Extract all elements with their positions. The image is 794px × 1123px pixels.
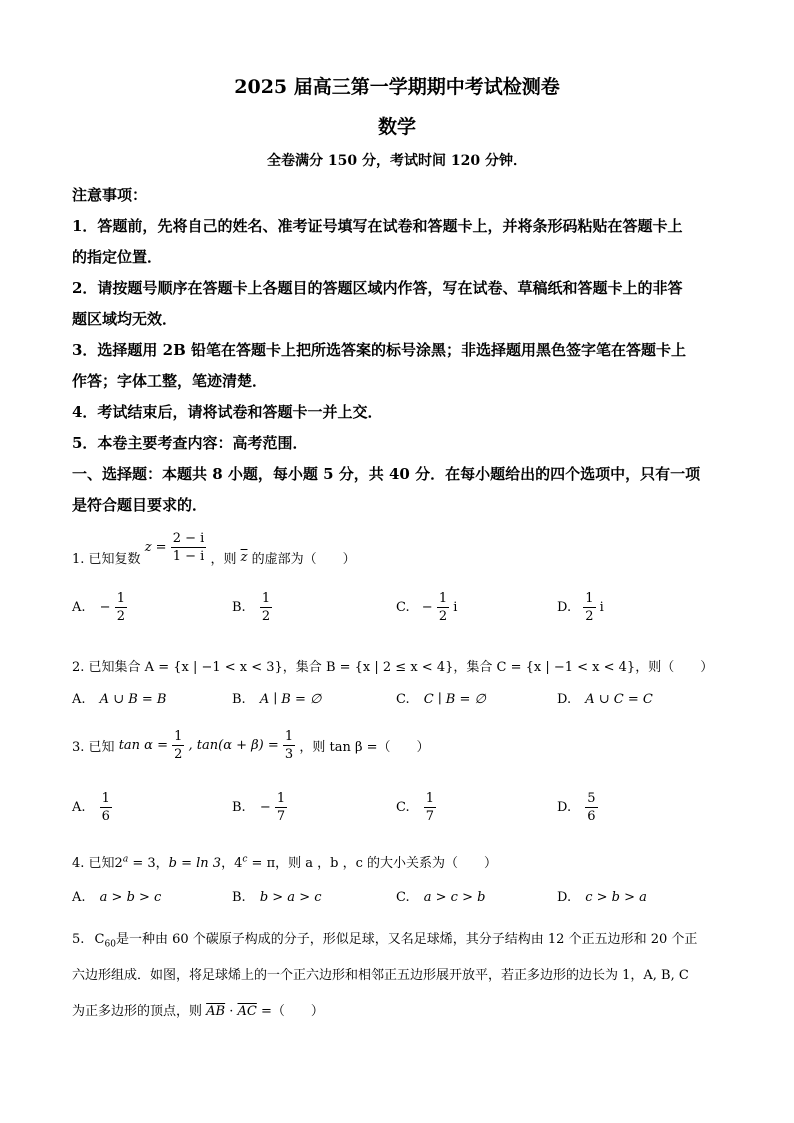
q3-tan-alpha: tan α =	[118, 738, 168, 753]
q3-option-c-label: C.	[396, 800, 410, 815]
q3-mid: , tan(α + β) =	[188, 738, 279, 753]
q1-option-b-label: B.	[232, 600, 246, 615]
q4-option-a-expr: a > b > c	[99, 890, 162, 905]
q2-option-a-label: A.	[72, 692, 86, 707]
q4-e1-base: 2	[114, 856, 123, 871]
question-5-line2: 六边形组成．如图，将足球烯上的一个正六边形和相邻正五边形展开放平，若正多边形的边长为 1，A, B, C	[72, 968, 689, 983]
note-2-line1: 2．请按题号顺序在答题卡上各题目的答题区域内作答，写在试卷、草稿纸和答题卡上的非答	[72, 279, 683, 297]
q2-option-c-label: C.	[396, 692, 410, 707]
q3-option-b[interactable]	[232, 792, 287, 823]
q4-option-c-expr: a > c > b	[423, 890, 486, 905]
q3-f2-num: 1	[284, 729, 294, 744]
q5-c60-sub: 60	[104, 939, 116, 950]
q2-option-c[interactable]	[396, 692, 486, 707]
q1-option-d-tail: i	[599, 600, 604, 615]
q4-e1-rest: = 3	[128, 856, 156, 871]
q1-option-c-label: C.	[396, 600, 410, 615]
q5-vector-ac: $\overline{AC}$	[237, 1004, 257, 1019]
q3-option-b-num: 1	[276, 791, 286, 806]
q1-option-a-sign: −	[99, 600, 111, 615]
q3-option-c-fraction	[424, 792, 436, 823]
q5-dot: ·	[225, 1004, 238, 1019]
q1-option-a-den: 2	[116, 609, 125, 624]
question-5-line3	[72, 1000, 324, 1019]
q3-option-c[interactable]	[396, 792, 436, 823]
q3-option-b-label: B.	[232, 800, 246, 815]
question-1	[72, 528, 356, 567]
notes-heading: 注意事项：	[72, 186, 148, 204]
q3-suffix: ，则 tan β =（ ）	[299, 740, 430, 755]
q1-option-d-label: D.	[557, 600, 572, 615]
q1-option-b-den: 2	[261, 609, 271, 624]
q4-option-d[interactable]	[557, 890, 647, 905]
q1-z-lhs: z =	[144, 540, 167, 555]
q1-option-c-den: 2	[438, 609, 448, 624]
q2-option-d[interactable]	[557, 692, 653, 707]
q3-option-a-label: A.	[72, 800, 86, 815]
q1-option-b-num: 1	[261, 591, 271, 606]
q1-option-d-den: 2	[585, 609, 594, 624]
q1-zbar: $\overline{z}$	[240, 550, 248, 565]
q5-vector-ab: $\overline{AB}$	[206, 1004, 226, 1019]
q1-option-c[interactable]	[396, 592, 457, 623]
q3-option-a-fraction	[100, 792, 112, 823]
q1-option-d-num: 1	[585, 591, 594, 606]
q3-f1-num: 1	[174, 729, 183, 744]
q1-option-b[interactable]	[232, 592, 272, 623]
q4-suffix: ，则 a ，b ，c 的大小关系为（ ）	[275, 856, 498, 871]
q1-mid: ，则	[210, 552, 237, 567]
exam-info: 全卷满分 150 分，考试时间 120 分钟．	[267, 153, 527, 169]
q4-e3-exp: c	[242, 854, 248, 865]
q3-option-a[interactable]	[72, 792, 112, 823]
q1-suffix: 的虚部为（ ）	[251, 552, 356, 567]
note-3-line2: 作答；字体工整，笔迹清楚．	[72, 372, 268, 390]
q1-option-c-fraction	[437, 592, 449, 623]
question-4	[72, 852, 497, 871]
section-heading-line2: 是符合题目要求的．	[72, 496, 208, 514]
q3-option-b-den: 7	[276, 809, 286, 824]
q4-option-a-label: A.	[72, 890, 86, 905]
q5-line3-prefix: 为正多边形的顶点，则	[72, 1004, 203, 1019]
q4-e1-exp: a	[122, 854, 129, 865]
q2-option-c-expr: C ∣ B = ∅	[423, 692, 486, 707]
q3-option-c-num: 1	[425, 791, 435, 806]
q3-fraction-1	[172, 730, 184, 761]
q4-option-b-label: B.	[232, 890, 246, 905]
question-2: 2. 已知集合 A = {x | −1 < x < 3}，集合 B = {x | 2 ≤ x < 4}，集合 C = {x | −1 < x < 4}，则（ ）	[72, 660, 714, 675]
q3-option-a-den: 6	[101, 809, 110, 824]
q3-option-d-den: 6	[587, 809, 596, 824]
q5-number: 5.	[72, 932, 85, 947]
q2-option-a[interactable]	[72, 692, 166, 707]
note-1-line2: 的指定位置．	[72, 248, 163, 266]
q4-e3-rest: = π	[247, 856, 276, 871]
q1-numerator: 2 − i	[172, 531, 205, 546]
q4-sep1: ，	[155, 856, 169, 871]
note-5: 5．本卷主要考查内容：高考范围．	[72, 434, 308, 452]
q1-option-c-num: 1	[438, 591, 448, 606]
q4-prefix: 4. 已知	[72, 856, 115, 871]
q3-f2-den: 3	[284, 747, 294, 762]
q4-option-d-label: D.	[557, 890, 572, 905]
q2-option-b-expr: A ∣ B = ∅	[259, 692, 322, 707]
q4-option-d-expr: c > b > a	[585, 890, 647, 905]
q1-option-c-sign: −	[421, 600, 433, 615]
q3-option-a-num: 1	[101, 791, 110, 806]
q3-option-d-num: 5	[587, 791, 596, 806]
q3-option-d[interactable]	[557, 792, 598, 823]
q4-option-b-expr: b > a > c	[259, 890, 322, 905]
q1-option-a[interactable]	[72, 592, 127, 623]
q1-fraction	[171, 532, 207, 563]
q3-option-d-label: D.	[557, 800, 572, 815]
q5-line3-suffix: =（ ）	[256, 1004, 324, 1019]
q1-option-c-tail: i	[453, 600, 458, 615]
q2-option-b-label: B.	[232, 692, 246, 707]
note-3-line1: 3．选择题用 2B 铅笔在答题卡上把所选答案的标号涂黑；非选择题用黑色签字笔在答题卡上	[72, 341, 687, 359]
q4-option-a[interactable]	[72, 890, 161, 905]
q1-option-a-fraction	[115, 592, 127, 623]
question-3	[72, 730, 430, 761]
q1-option-b-fraction	[260, 592, 272, 623]
note-2-line2: 题区域均无效．	[72, 310, 178, 328]
q4-option-c[interactable]	[396, 890, 485, 905]
q4-e3-base: 4	[234, 856, 243, 871]
subject-title: 数学	[377, 116, 416, 138]
q1-prefix: 1. 已知复数	[72, 552, 141, 567]
q4-sep2: ，	[221, 856, 235, 871]
q3-fraction-2	[283, 730, 295, 761]
exam-title: 2025 届高三第一学期期中考试检测卷	[234, 76, 560, 98]
q3-option-d-fraction	[585, 792, 597, 823]
q4-option-b[interactable]	[232, 890, 322, 905]
q3-f1-den: 2	[174, 747, 183, 762]
q3-option-b-fraction	[275, 792, 287, 823]
q4-option-c-label: C.	[396, 890, 410, 905]
q2-option-b[interactable]	[232, 692, 321, 707]
q5-line1-rest: 是一种由 60 个碳原子构成的分子，形似足球，又名足球烯，其分子结构由 12 个正五边形和 20 个正	[115, 932, 698, 947]
q1-option-a-num: 1	[116, 591, 125, 606]
q2-option-d-label: D.	[557, 692, 572, 707]
q1-option-d-fraction	[583, 592, 595, 623]
section-heading-line1: 一、选择题：本题共 8 小题，每小题 5 分，共 40 分．在每小题给出的四个选项中，只有一项	[72, 465, 701, 483]
q2-option-a-expr: A ∪ B = B	[99, 692, 167, 707]
q3-option-b-sign: −	[259, 800, 271, 815]
q3-prefix: 3. 已知	[72, 740, 115, 755]
note-4: 4．考试结束后，请将试卷和答题卡一并上交．	[72, 403, 383, 421]
question-5-line1	[72, 928, 697, 950]
q5-c60-main: C	[94, 932, 105, 947]
q2-option-d-expr: A ∪ C = C	[585, 692, 653, 707]
note-1-line1: 1．答题前，先将自己的姓名、准考证号填写在试卷和答题卡上，并将条形码粘贴在答题卡上	[72, 217, 683, 235]
q1-denominator: 1 − i	[172, 549, 205, 564]
q1-option-a-label: A.	[72, 600, 86, 615]
q1-option-d[interactable]	[557, 592, 604, 623]
q4-e2: b = ln 3	[168, 856, 222, 871]
q3-option-c-den: 7	[425, 809, 435, 824]
